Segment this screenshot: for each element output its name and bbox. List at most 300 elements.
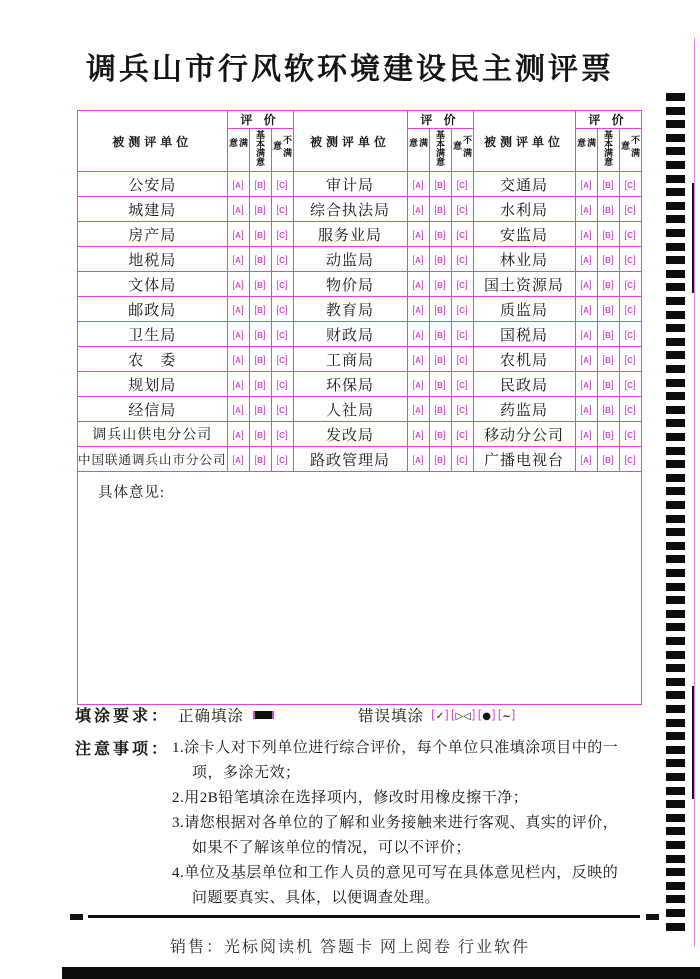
bubble-C[interactable]: [ C ] (624, 381, 635, 390)
bubble-cell-B[interactable] (249, 347, 271, 372)
bubble-B[interactable]: [ B ] (602, 281, 613, 290)
bubble-cell-A[interactable] (575, 422, 597, 447)
bubble-cell-A[interactable] (575, 322, 597, 347)
timing-mark (666, 311, 685, 319)
unit-cell: 中国联通调兵山市分公司 (78, 447, 228, 472)
bubble-B[interactable]: [ B ] (254, 181, 265, 190)
timing-mark (666, 664, 685, 672)
bubble-cell-A[interactable] (575, 197, 597, 222)
timing-mark (666, 161, 685, 169)
bubble-A[interactable]: [ A ] (232, 256, 243, 265)
bubble-cell-B[interactable] (429, 422, 451, 447)
bubble-cell-B[interactable] (597, 197, 619, 222)
bubble-cell-C[interactable] (619, 222, 641, 247)
bubble-B[interactable]: [ B ] (602, 256, 613, 265)
unit-cell: 工商局 (293, 347, 407, 372)
bubble-cell-B[interactable] (597, 172, 619, 197)
bubble-A[interactable]: [ A ] (412, 181, 423, 190)
bubble-B[interactable]: [ B ] (602, 206, 613, 215)
bubble-C[interactable]: [ C ] (624, 306, 635, 315)
bubble-B[interactable]: [ B ] (602, 431, 613, 440)
bubble-B[interactable]: [ B ] (434, 331, 445, 340)
bubble-B[interactable]: [ B ] (254, 206, 265, 215)
bubble-B[interactable]: [ B ] (434, 406, 445, 415)
bubble-B[interactable]: [ B ] (434, 256, 445, 265)
bubble-cell-B[interactable] (249, 447, 271, 472)
bubble-A[interactable]: [ A ] (580, 406, 591, 415)
bubble-cell-A[interactable] (407, 247, 429, 272)
bubble-B[interactable]: [ B ] (254, 306, 265, 315)
notes-section (75, 736, 624, 911)
option-header-basically-satisfied: 基本满意 (597, 129, 619, 172)
bubble-cell-C[interactable] (271, 372, 293, 397)
bubble-A[interactable]: [ A ] (232, 406, 243, 415)
bubble-cell-B[interactable] (429, 322, 451, 347)
bubble-B[interactable]: [ B ] (254, 281, 265, 290)
bubble-A[interactable]: [ A ] (412, 356, 423, 365)
bubble-cell-A[interactable] (407, 372, 429, 397)
timing-mark (666, 243, 685, 251)
bubble-cell-A[interactable] (407, 197, 429, 222)
bubble-cell-B[interactable] (429, 247, 451, 272)
bubble-cell-B[interactable] (249, 272, 271, 297)
bubble-cell-C[interactable] (451, 372, 473, 397)
wrong-fill-example-mark: [ ● ] (478, 708, 496, 722)
bubble-B[interactable]: [ B ] (602, 181, 613, 190)
bubble-C[interactable]: [ C ] (624, 281, 635, 290)
bubble-cell-B[interactable] (249, 172, 271, 197)
wrong-fill-example-mark: [ ~ ] (498, 708, 516, 722)
timing-mark (666, 283, 685, 291)
unit-cell: 城建局 (78, 197, 228, 222)
bubble-C[interactable]: [ C ] (624, 231, 635, 240)
bubble-C[interactable]: [ C ] (624, 331, 635, 340)
bubble-C[interactable]: [ C ] (276, 256, 287, 265)
timing-mark (666, 855, 685, 863)
bubble-B[interactable]: [ B ] (602, 306, 613, 315)
bubble-cell-B[interactable] (597, 447, 619, 472)
column-header-unit: 被测评单位 (293, 111, 407, 172)
bubble-cell-A[interactable] (575, 247, 597, 272)
bubble-A[interactable]: [ A ] (232, 231, 243, 240)
bubble-cell-B[interactable] (597, 397, 619, 422)
note-item-3: 3.请您根据对各单位的了解和业务接触来进行客观、真实的评价，如果不了解该单位的情况，可以不评价； (172, 815, 619, 856)
bubble-cell-C[interactable] (619, 447, 641, 472)
bubble-cell-A[interactable] (407, 222, 429, 247)
bubble-cell-C[interactable] (619, 197, 641, 222)
bubble-B[interactable]: [ B ] (254, 231, 265, 240)
unit-cell: 发改局 (293, 422, 407, 447)
table-row (78, 397, 642, 422)
bubble-C[interactable]: [ C ] (456, 431, 467, 440)
bubble-cell-A[interactable] (227, 372, 249, 397)
bubble-A[interactable]: [ A ] (412, 406, 423, 415)
bubble-cell-B[interactable] (429, 397, 451, 422)
bubble-cell-B[interactable] (597, 222, 619, 247)
bubble-cell-C[interactable] (451, 422, 473, 447)
separator-line (88, 915, 640, 918)
bubble-cell-A[interactable] (407, 322, 429, 347)
bubble-B[interactable]: [ B ] (602, 331, 613, 340)
bubble-cell-A[interactable] (407, 397, 429, 422)
unit-cell: 财政局 (293, 322, 407, 347)
bubble-cell-B[interactable] (249, 222, 271, 247)
option-header-unsatisfied: 不满意 (619, 129, 641, 172)
bubble-A[interactable]: [ A ] (580, 281, 591, 290)
bubble-cell-B[interactable] (429, 347, 451, 372)
unit-cell: 安监局 (473, 222, 575, 247)
correct-fill-label: 正确填涂 (178, 707, 245, 725)
wrong-fill-examples (430, 708, 516, 722)
timing-mark (666, 93, 685, 101)
bubble-B[interactable]: [ B ] (602, 381, 613, 390)
note-item-2: 2.用2B铅笔填涂在选择项内，修改时用橡皮擦干净； (172, 790, 529, 806)
bubble-C[interactable]: [ C ] (456, 256, 467, 265)
bubble-cell-C[interactable] (271, 172, 293, 197)
bubble-B[interactable]: [ B ] (602, 456, 613, 465)
bubble-cell-C[interactable] (619, 422, 641, 447)
bubble-C[interactable]: [ C ] (276, 456, 287, 465)
bubble-cell-C[interactable] (271, 397, 293, 422)
bubble-A[interactable]: [ A ] (232, 431, 243, 440)
bubble-A[interactable]: [ A ] (580, 381, 591, 390)
table-row (78, 197, 642, 222)
bubble-cell-A[interactable] (575, 172, 597, 197)
timing-marks (666, 93, 685, 939)
bubble-A[interactable]: [ A ] (580, 206, 591, 215)
bubble-cell-C[interactable] (271, 347, 293, 372)
timing-mark (666, 270, 685, 278)
bubble-cell-B[interactable] (249, 372, 271, 397)
bubble-cell-A[interactable] (227, 222, 249, 247)
timing-mark (666, 800, 685, 808)
bubble-C[interactable]: [ C ] (456, 181, 467, 190)
bubble-cell-A[interactable] (227, 422, 249, 447)
bubble-C[interactable]: [ C ] (624, 181, 635, 190)
bubble-cell-B[interactable] (429, 172, 451, 197)
timing-mark (666, 433, 685, 441)
bubble-cell-A[interactable] (227, 247, 249, 272)
bubble-B[interactable]: [ B ] (434, 281, 445, 290)
table-row (78, 422, 642, 447)
bubble-B[interactable]: [ B ] (254, 356, 265, 365)
bubble-A[interactable]: [ A ] (232, 306, 243, 315)
unit-cell: 教育局 (293, 297, 407, 322)
bubble-cell-A[interactable] (227, 172, 249, 197)
bubble-B[interactable]: [ B ] (434, 231, 445, 240)
bubble-C[interactable]: [ C ] (276, 356, 287, 365)
timing-mark (666, 107, 685, 115)
unit-cell: 移动分公司 (473, 422, 575, 447)
bubble-A[interactable]: [ A ] (412, 256, 423, 265)
separator-end-mark-right (646, 914, 659, 920)
option-header-satisfied: 满意 (575, 129, 597, 172)
bubble-C[interactable]: [ C ] (276, 306, 287, 315)
bubble-cell-B[interactable] (429, 297, 451, 322)
bubble-B[interactable]: [ B ] (602, 231, 613, 240)
bubble-cell-C[interactable] (451, 197, 473, 222)
bubble-B[interactable]: [ B ] (434, 381, 445, 390)
timing-mark (666, 678, 685, 686)
bubble-A[interactable]: [ A ] (232, 381, 243, 390)
unit-cell: 房产局 (78, 222, 228, 247)
bubble-cell-C[interactable] (451, 397, 473, 422)
bubble-cell-A[interactable] (407, 272, 429, 297)
timing-mark (666, 651, 685, 659)
timing-mark (666, 134, 685, 142)
bubble-cell-C[interactable] (271, 322, 293, 347)
bubble-A[interactable]: [ A ] (580, 356, 591, 365)
bubble-cell-B[interactable] (249, 197, 271, 222)
timing-mark (666, 705, 685, 713)
bubble-A[interactable]: [ A ] (412, 456, 423, 465)
bubble-A[interactable]: [ A ] (412, 306, 423, 315)
bubble-cell-B[interactable] (597, 272, 619, 297)
bubble-C[interactable]: [ C ] (276, 381, 287, 390)
timing-mark (666, 120, 685, 128)
timing-mark (666, 732, 685, 740)
bubble-cell-B[interactable] (597, 347, 619, 372)
bubble-B[interactable]: [ B ] (254, 256, 265, 265)
bubble-cell-C[interactable] (619, 397, 641, 422)
unit-cell: 药监局 (473, 397, 575, 422)
bubble-C[interactable]: [ C ] (276, 331, 287, 340)
bubble-A[interactable]: [ A ] (232, 356, 243, 365)
bubble-cell-B[interactable] (249, 297, 271, 322)
bubble-B[interactable]: [ B ] (254, 331, 265, 340)
bubble-cell-C[interactable] (619, 272, 641, 297)
timing-mark (666, 256, 685, 264)
option-header-satisfied: 满意 (227, 129, 249, 172)
bubble-B[interactable]: [ B ] (434, 306, 445, 315)
bubble-cell-A[interactable] (575, 347, 597, 372)
bubble-A[interactable]: [ A ] (580, 331, 591, 340)
bubble-B[interactable]: [ B ] (434, 181, 445, 190)
bubble-C[interactable]: [ C ] (624, 431, 635, 440)
timing-mark (666, 515, 685, 523)
timing-mark (666, 841, 685, 849)
bubble-cell-C[interactable] (451, 447, 473, 472)
bubble-cell-A[interactable] (407, 447, 429, 472)
timing-mark (666, 868, 685, 876)
bubble-cell-C[interactable] (271, 247, 293, 272)
bubble-cell-B[interactable] (249, 422, 271, 447)
timing-mark (666, 719, 685, 727)
bubble-cell-A[interactable] (407, 422, 429, 447)
bubble-A[interactable]: [ A ] (232, 331, 243, 340)
option-header-basically-satisfied: 基本满意 (249, 129, 271, 172)
unit-cell: 物价局 (293, 272, 407, 297)
bubble-A[interactable]: [ A ] (412, 431, 423, 440)
bubble-cell-A[interactable] (575, 222, 597, 247)
bubble-cell-C[interactable] (619, 372, 641, 397)
bubble-C[interactable]: [ C ] (276, 231, 287, 240)
option-header-unsatisfied: 不满意 (271, 129, 293, 172)
bubble-cell-C[interactable] (451, 297, 473, 322)
bubble-cell-B[interactable] (597, 372, 619, 397)
bubble-cell-A[interactable] (227, 447, 249, 472)
bubble-cell-A[interactable] (575, 297, 597, 322)
bubble-cell-A[interactable] (575, 397, 597, 422)
option-header-unsatisfied: 不满意 (451, 129, 473, 172)
bubble-C[interactable]: [ C ] (456, 456, 467, 465)
bubble-cell-A[interactable] (227, 272, 249, 297)
timing-mark (666, 787, 685, 795)
bubble-cell-C[interactable] (451, 347, 473, 372)
bubble-B[interactable]: [ B ] (254, 381, 265, 390)
bubble-cell-A[interactable] (227, 347, 249, 372)
timing-mark (666, 555, 685, 563)
bubble-C[interactable]: [ C ] (456, 406, 467, 415)
bubble-cell-C[interactable] (451, 222, 473, 247)
bubble-C[interactable]: [ C ] (456, 231, 467, 240)
bubble-C[interactable]: [ C ] (456, 356, 467, 365)
page-title: 调兵山市行风软环境建设民主测评票 (86, 53, 614, 86)
bubble-cell-C[interactable] (271, 422, 293, 447)
timing-mark (666, 596, 685, 604)
bubble-C[interactable]: [ C ] (276, 181, 287, 190)
bubble-B[interactable]: [ B ] (602, 406, 613, 415)
right-edge-black-segment-upper (692, 183, 694, 293)
bubble-B[interactable]: [ B ] (434, 456, 445, 465)
bubble-A[interactable]: [ A ] (232, 206, 243, 215)
bubble-cell-B[interactable] (249, 247, 271, 272)
bubble-A[interactable]: [ A ] (580, 456, 591, 465)
bubble-A[interactable]: [ A ] (232, 456, 243, 465)
bubble-B[interactable]: [ B ] (434, 206, 445, 215)
bubble-C[interactable]: [ C ] (624, 406, 635, 415)
bubble-cell-B[interactable] (429, 447, 451, 472)
bubble-A[interactable]: [ A ] (580, 306, 591, 315)
bubble-cell-C[interactable] (451, 272, 473, 297)
bubble-cell-A[interactable] (227, 322, 249, 347)
unit-cell: 公安局 (78, 172, 228, 197)
bubble-cell-C[interactable] (619, 172, 641, 197)
bubble-cell-C[interactable] (271, 197, 293, 222)
bubble-cell-C[interactable] (451, 172, 473, 197)
bubble-cell-C[interactable] (271, 272, 293, 297)
bubble-A[interactable]: [ A ] (412, 231, 423, 240)
bubble-cell-B[interactable] (429, 272, 451, 297)
table-row (78, 322, 642, 347)
bubble-B[interactable]: [ B ] (254, 431, 265, 440)
bubble-A[interactable]: [ A ] (232, 181, 243, 190)
bubble-C[interactable]: [ C ] (624, 356, 635, 365)
column-header-unit: 被测评单位 (78, 111, 228, 172)
bubble-cell-A[interactable] (227, 397, 249, 422)
bubble-cell-C[interactable] (619, 247, 641, 272)
bubble-C[interactable]: [ C ] (624, 456, 635, 465)
bubble-C[interactable]: [ C ] (276, 406, 287, 415)
unit-cell: 文体局 (78, 272, 228, 297)
bubble-cell-A[interactable] (407, 172, 429, 197)
unit-cell: 水利局 (473, 197, 575, 222)
notes-items (172, 736, 624, 911)
bubble-cell-B[interactable] (429, 197, 451, 222)
bubble-cell-B[interactable] (597, 297, 619, 322)
bubble-A[interactable]: [ A ] (580, 181, 591, 190)
timing-mark (666, 202, 685, 210)
bubble-A[interactable]: [ A ] (232, 281, 243, 290)
bubble-cell-A[interactable] (575, 272, 597, 297)
bubble-A[interactable]: [ A ] (412, 281, 423, 290)
option-header-satisfied: 满意 (407, 129, 429, 172)
timing-mark (666, 419, 685, 427)
timing-mark (666, 882, 685, 890)
bubble-C[interactable]: [ C ] (624, 256, 635, 265)
correct-fill-example-mark (253, 711, 274, 719)
bubble-cell-B[interactable] (249, 322, 271, 347)
bubble-B[interactable]: [ B ] (434, 431, 445, 440)
bubble-cell-C[interactable] (271, 297, 293, 322)
bubble-cell-A[interactable] (575, 447, 597, 472)
bubble-A[interactable]: [ A ] (580, 231, 591, 240)
bubble-B[interactable]: [ B ] (602, 356, 613, 365)
bubble-C[interactable]: [ C ] (456, 331, 467, 340)
wrong-fill-label: 错误填涂 (358, 707, 425, 725)
bubble-C[interactable]: [ C ] (624, 206, 635, 215)
comments-cell[interactable] (78, 472, 642, 705)
separator-end-mark-left (70, 914, 83, 920)
bubble-C[interactable]: [ C ] (276, 206, 287, 215)
bubble-cell-C[interactable] (619, 322, 641, 347)
wrong-fill-example-mark: [ ▷◁ ] (451, 708, 476, 722)
bubble-cell-A[interactable] (227, 197, 249, 222)
header-row-evaluation (78, 111, 642, 129)
bubble-C[interactable]: [ C ] (456, 206, 467, 215)
bubble-B[interactable]: [ B ] (254, 406, 265, 415)
right-edge-black-segment-lower (692, 686, 694, 799)
bubble-cell-A[interactable] (407, 347, 429, 372)
bubble-cell-B[interactable] (597, 322, 619, 347)
bubble-A[interactable]: [ A ] (412, 331, 423, 340)
bubble-cell-C[interactable] (271, 447, 293, 472)
bubble-C[interactable]: [ C ] (456, 281, 467, 290)
bubble-A[interactable]: [ A ] (580, 256, 591, 265)
bubble-C[interactable]: [ C ] (456, 306, 467, 315)
bubble-cell-B[interactable] (249, 397, 271, 422)
bottom-black-bar (62, 967, 700, 979)
bubble-A[interactable]: [ A ] (412, 206, 423, 215)
bubble-cell-A[interactable] (227, 297, 249, 322)
bubble-A[interactable]: [ A ] (580, 431, 591, 440)
bubble-cell-B[interactable] (597, 422, 619, 447)
bubble-A[interactable]: [ A ] (412, 381, 423, 390)
bubble-C[interactable]: [ C ] (276, 431, 287, 440)
bubble-cell-C[interactable] (451, 322, 473, 347)
bubble-cell-C[interactable] (619, 297, 641, 322)
notes-label: 注意事项： (75, 741, 171, 758)
bubble-B[interactable]: [ B ] (434, 356, 445, 365)
bubble-cell-B[interactable] (597, 247, 619, 272)
bubble-B[interactable]: [ B ] (254, 456, 265, 465)
bubble-cell-C[interactable] (271, 222, 293, 247)
bubble-cell-B[interactable] (429, 372, 451, 397)
bubble-C[interactable]: [ C ] (456, 381, 467, 390)
bubble-cell-C[interactable] (619, 347, 641, 372)
bubble-cell-A[interactable] (575, 372, 597, 397)
timing-mark (666, 474, 685, 482)
timing-mark (666, 583, 685, 591)
bubble-cell-A[interactable] (407, 297, 429, 322)
timing-mark (666, 895, 685, 903)
timing-mark (666, 637, 685, 645)
evaluation-table (77, 110, 642, 705)
bubble-cell-B[interactable] (429, 222, 451, 247)
table-row (78, 447, 642, 472)
bubble-cell-C[interactable] (451, 247, 473, 272)
bubble-C[interactable]: [ C ] (276, 281, 287, 290)
